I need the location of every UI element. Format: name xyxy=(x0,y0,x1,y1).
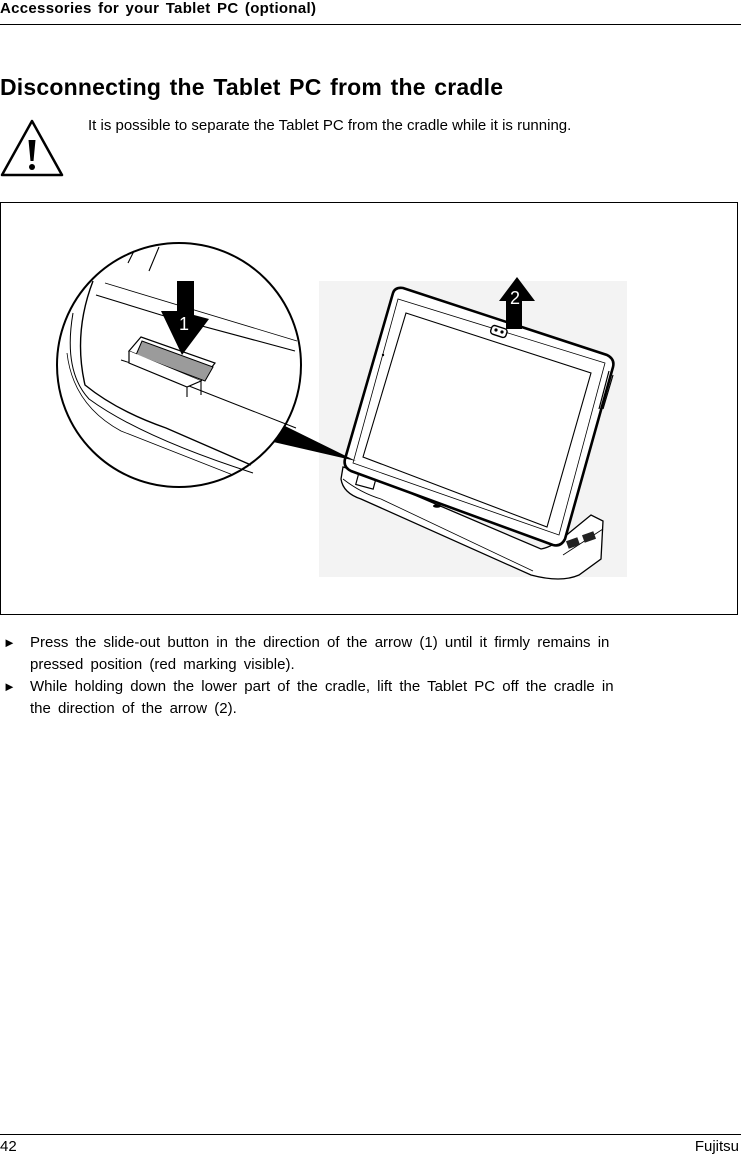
running-header: Accessories for your Tablet PC (optional) xyxy=(0,0,317,17)
header-divider xyxy=(0,24,741,25)
step-text: Press the slide-out button in the direction of the arrow (1) until it firmly remains in pressed position (red marking visible). xyxy=(30,634,610,673)
warning-triangle-icon xyxy=(0,118,64,178)
footer-divider xyxy=(0,1134,741,1135)
step-item xyxy=(0,632,620,676)
step-bullet-icon: ► xyxy=(3,635,16,650)
callout-1: 1 xyxy=(179,314,190,334)
brand-name: Fujitsu xyxy=(694,1138,739,1155)
warning-text: It is possible to separate the Tablet PC from the cradle while it is running. xyxy=(88,117,572,134)
step-text: While holding down the lower part of the cradle, lift the Tablet PC off the cradle in the direction of the arrow (2). xyxy=(30,678,614,717)
callout-2: 2 xyxy=(510,288,521,308)
step-bullet-icon: ► xyxy=(3,679,16,694)
page-number: 42 xyxy=(0,1138,17,1155)
section-title: Disconnecting the Tablet PC from the cradle xyxy=(0,74,504,100)
illustration-figure xyxy=(0,202,738,615)
step-item xyxy=(0,676,620,720)
magnified-detail xyxy=(57,243,301,487)
